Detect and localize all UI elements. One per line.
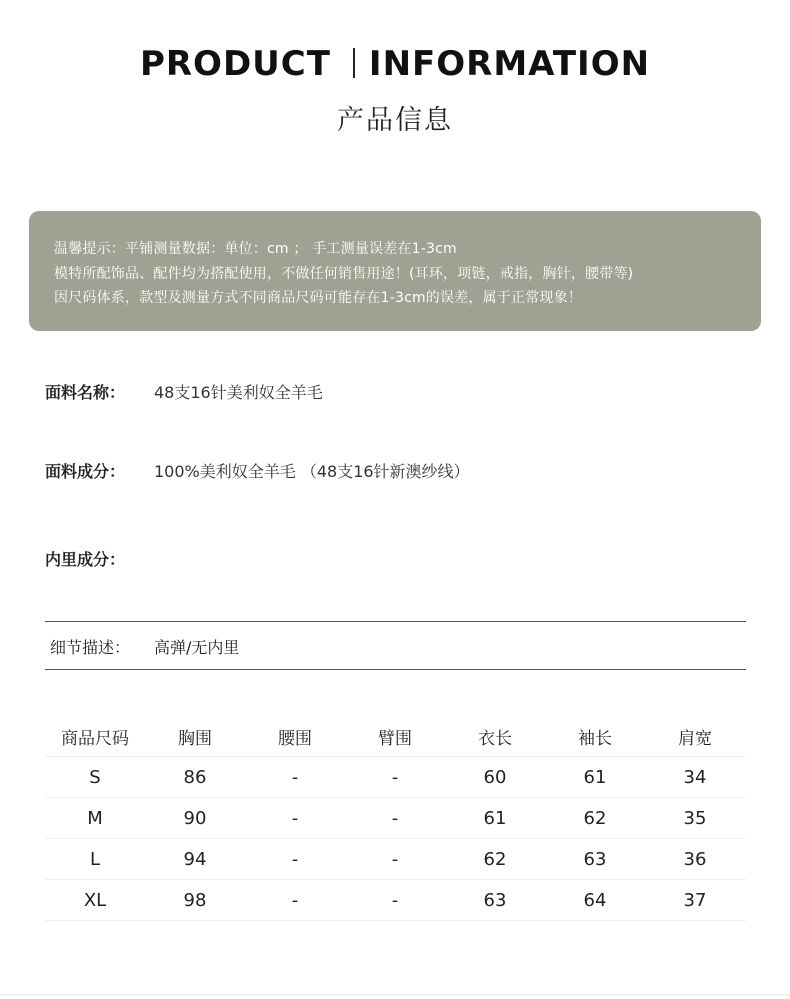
table-cell: 34 xyxy=(683,766,707,788)
table-cell: 98 xyxy=(183,889,207,911)
notice-line-1: 温馨提示：平铺测量数据：单位：cm ； 手工测量误差在1-3cm xyxy=(54,241,457,257)
table-cell: 94 xyxy=(183,848,207,870)
fabric-name-value: 48支16针美利奴全羊毛 xyxy=(154,383,323,402)
table-cell: - xyxy=(291,807,299,829)
table-cell: 35 xyxy=(683,807,707,829)
header-cell: 臂围 xyxy=(378,728,412,749)
table-cell: - xyxy=(291,766,299,788)
size-table-header xyxy=(45,716,746,757)
table-cell: - xyxy=(391,848,399,870)
title-en-right: INFORMATION xyxy=(368,44,651,84)
title-chinese: 产品信息 xyxy=(337,105,453,136)
table-row xyxy=(45,757,746,798)
table-cell: 37 xyxy=(683,889,707,911)
table-cell: 64 xyxy=(583,889,607,911)
table-cell: XL xyxy=(83,889,107,911)
fabric-name-label: 面料名称： xyxy=(45,383,126,402)
table-row xyxy=(45,798,746,839)
table-cell: 36 xyxy=(683,848,707,870)
fabric-composition-label: 面料成分： xyxy=(45,462,126,481)
table-cell: 61 xyxy=(483,807,507,829)
table-cell: 62 xyxy=(583,807,607,829)
table-row xyxy=(45,880,746,921)
notice-line-3: 因尺码体系，款型及测量方式不同商品尺码可能存在1-3cm的误差，属于正常现象！ xyxy=(54,290,582,306)
lining-label: 内里成分： xyxy=(45,550,126,569)
table-cell: 63 xyxy=(583,848,607,870)
header-cell: 衣长 xyxy=(478,728,512,749)
table-cell: 86 xyxy=(183,766,207,788)
table-cell: - xyxy=(391,807,399,829)
fabric-composition-value: 100%美利奴全羊毛 （48支16针新澳纱线） xyxy=(154,462,470,481)
table-cell: - xyxy=(391,766,399,788)
header-cell: 腰围 xyxy=(278,728,312,749)
table-cell: 61 xyxy=(583,766,607,788)
table-cell: 63 xyxy=(483,889,507,911)
size-table xyxy=(45,716,746,921)
divider-top xyxy=(45,621,746,622)
table-cell: 60 xyxy=(483,766,507,788)
header-cell: 商品尺码 xyxy=(61,728,129,749)
detail-label: 细节描述： xyxy=(50,638,131,657)
title-en-left: PRODUCT xyxy=(139,44,331,84)
table-cell: 62 xyxy=(483,848,507,870)
title-english xyxy=(0,44,790,84)
detail-value: 高弹/无内里 xyxy=(154,638,240,657)
table-cell: - xyxy=(291,848,299,870)
bottom-divider xyxy=(0,994,790,996)
header-cell: 胸围 xyxy=(178,728,212,749)
table-cell: - xyxy=(391,889,399,911)
notice-box xyxy=(29,211,761,331)
title-separator xyxy=(353,48,355,78)
divider-bottom xyxy=(45,669,746,670)
header-cell: 肩宽 xyxy=(678,728,712,749)
table-cell: 90 xyxy=(183,807,207,829)
table-cell: - xyxy=(291,889,299,911)
notice-line-2: 模特所配饰品、配件均为搭配使用，不做任何销售用途！(耳环，项链，戒指，胸针，腰带等) xyxy=(54,266,634,282)
table-row xyxy=(45,839,746,880)
table-cell: L xyxy=(89,848,101,870)
header-cell: 袖长 xyxy=(578,728,612,749)
table-cell: M xyxy=(87,807,103,829)
table-cell: S xyxy=(89,766,101,788)
